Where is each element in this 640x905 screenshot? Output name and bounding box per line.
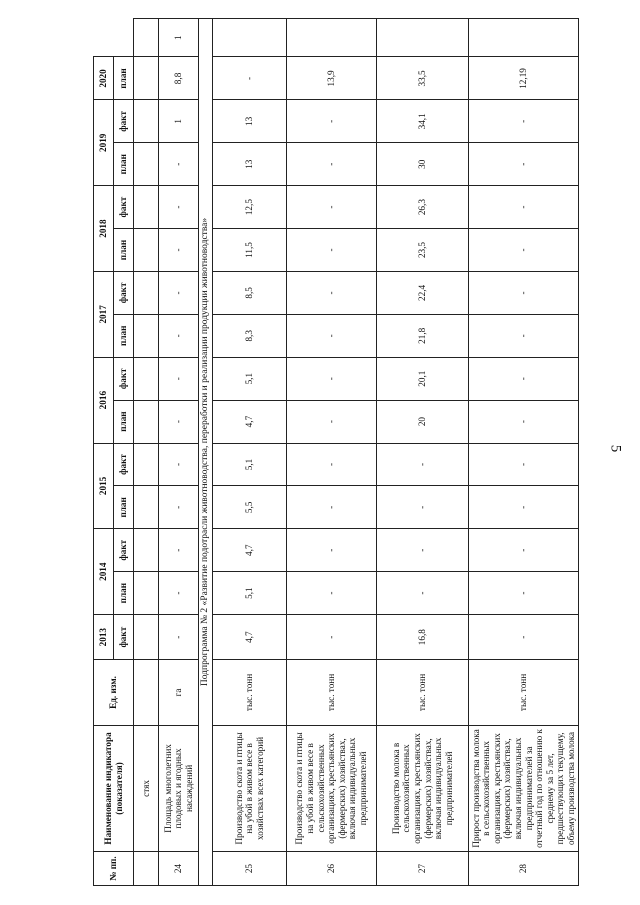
header-year: 2018: [94, 186, 114, 272]
value-cell: 22,4: [377, 271, 469, 314]
cell-empty: [134, 100, 159, 143]
subprogram-title: Подпрограмма № 2 «Развитие подотрасли животноводства, переработки и реализации продукции животноводства»: [199, 19, 213, 886]
value-cell: -: [287, 314, 377, 357]
value-cell: -: [469, 443, 579, 486]
header-year: 2014: [94, 529, 114, 615]
header-plan: план: [114, 400, 134, 443]
value-cell: [287, 19, 377, 58]
value-cell: -: [159, 443, 199, 486]
header-num: № пп.: [94, 852, 134, 886]
value-cell: -: [469, 572, 579, 615]
row-unit: тыс. тонн: [213, 660, 287, 725]
value-cell: 16,8: [377, 615, 469, 660]
header-year: 2013: [94, 615, 114, 660]
value-cell: -: [213, 57, 287, 100]
value-cell: 1: [159, 100, 199, 143]
header-fact: факт: [114, 529, 134, 572]
value-cell: -: [469, 486, 579, 529]
header-fact: факт: [114, 615, 134, 660]
value-cell: -: [469, 100, 579, 143]
cell-empty: [134, 143, 159, 186]
row-unit: тыс. тонн: [469, 660, 579, 725]
value-cell: -: [469, 615, 579, 660]
value-cell: -: [159, 615, 199, 660]
value-cell: 12,19: [469, 57, 579, 100]
row-unit: тыс. тонн: [287, 660, 377, 725]
value-cell: -: [287, 357, 377, 400]
value-cell: 8,5: [213, 271, 287, 314]
row-name: Прирост производства молока в сельскохозяйственных организациях, крестьянских (фермерских) хозяйствах, включая индивидуальных предпринимателей за отчетный год по отношению к среднему за 5 лет, предшествующих текущему, объему производства молока: [469, 725, 579, 851]
value-cell: -: [377, 572, 469, 615]
header-unit: Ед. изм.: [94, 660, 134, 725]
cell-empty: [134, 314, 159, 357]
header-year: 2020: [94, 57, 114, 100]
value-cell: 5,1: [213, 572, 287, 615]
value-cell: -: [287, 229, 377, 272]
cell-empty: [134, 529, 159, 572]
header-plan: план: [114, 143, 134, 186]
cell-empty: [134, 660, 159, 725]
value-cell: -: [159, 314, 199, 357]
value-cell: -: [287, 615, 377, 660]
table-body-24: [159, 19, 199, 886]
value-cell: -: [287, 443, 377, 486]
value-cell: -: [469, 271, 579, 314]
value-cell: 12,5: [213, 186, 287, 229]
value-cell: -: [287, 572, 377, 615]
row-number: 24: [159, 852, 199, 886]
value-cell: 20: [377, 400, 469, 443]
header-plan: план: [114, 57, 134, 100]
value-cell: 5,1: [213, 443, 287, 486]
value-cell: -: [159, 486, 199, 529]
value-cell: 30: [377, 143, 469, 186]
value-cell: -: [159, 229, 199, 272]
cell-empty: [134, 400, 159, 443]
table-row: [377, 19, 469, 886]
value-cell: 5,1: [213, 357, 287, 400]
value-cell: -: [469, 229, 579, 272]
cell-empty: [134, 572, 159, 615]
value-cell: 8,8: [159, 57, 199, 100]
header-plan: план: [114, 486, 134, 529]
value-cell: -: [469, 357, 579, 400]
value-cell: [377, 19, 469, 58]
header-year: 2015: [94, 443, 114, 529]
row-name: Площадь многолетних плодовых и ягодных насаждений: [159, 725, 199, 851]
value-cell: 5,5: [213, 486, 287, 529]
value-cell: [469, 19, 579, 58]
value-cell: -: [287, 400, 377, 443]
subprogram-row: [199, 19, 213, 886]
value-cell: -: [159, 357, 199, 400]
header-row-years: [94, 19, 114, 886]
cell-empty: [134, 186, 159, 229]
row-unit: тыс. тонн: [377, 660, 469, 725]
value-cell: -: [469, 143, 579, 186]
header-fact: факт: [114, 357, 134, 400]
value-cell: -: [287, 486, 377, 529]
indicator-table: [93, 18, 579, 886]
table-row: [159, 19, 199, 886]
value-cell: 33,5: [377, 57, 469, 100]
header-year: 2017: [94, 271, 114, 357]
row-number: 26: [287, 852, 377, 886]
value-cell: -: [469, 400, 579, 443]
value-cell: -: [377, 529, 469, 572]
value-cell: -: [159, 400, 199, 443]
table-row: [213, 19, 287, 886]
cell-empty: [134, 19, 159, 58]
cell-empty: [134, 229, 159, 272]
header-year: 2019: [94, 100, 114, 186]
value-cell: -: [377, 443, 469, 486]
value-cell: [213, 19, 287, 58]
row-name: Производство молока в сельскохозяйственных организациях, крестьянских (фермерских) хозяйствах, включая индивидуальных предпринимателей: [377, 725, 469, 851]
value-cell: 34,1: [377, 100, 469, 143]
value-cell: -: [159, 186, 199, 229]
continuation-name: стях: [134, 725, 159, 851]
header-name: Наименование индикатора (показателя): [94, 725, 134, 851]
value-cell: 13,9: [287, 57, 377, 100]
value-cell: -: [287, 529, 377, 572]
header-plan: план: [114, 314, 134, 357]
value-cell: -: [469, 529, 579, 572]
value-cell: 13: [213, 143, 287, 186]
table-body-rest: [213, 19, 579, 886]
row-number: 27: [377, 852, 469, 886]
cell-empty: [134, 486, 159, 529]
header-plan: план: [114, 572, 134, 615]
rotated-table-container: [93, 18, 613, 886]
cell-empty: [134, 357, 159, 400]
continuation-row: [134, 19, 159, 886]
cell-empty: [134, 57, 159, 100]
table-row: [287, 19, 377, 886]
value-cell: 23,5: [377, 229, 469, 272]
value-cell: -: [469, 186, 579, 229]
value-cell: 11,5: [213, 229, 287, 272]
value-cell: -: [469, 314, 579, 357]
row-name: Производство скота и птицы на убой в живом весе в хозяйствах всех категорий: [213, 725, 287, 851]
table-row: [469, 19, 579, 886]
value-cell: -: [159, 529, 199, 572]
value-cell: -: [159, 572, 199, 615]
row-name: Производство скота и птицы на убой в живом весе в сельскохозяйственных организациях, крестьянских (фермерских) хозяйствах, включая индивидуальных предпринимателей: [287, 725, 377, 851]
row-number: 28: [469, 852, 579, 886]
value-cell: 13: [213, 100, 287, 143]
value-cell: -: [159, 271, 199, 314]
cell-empty: [134, 271, 159, 314]
value-cell: -: [287, 143, 377, 186]
value-cell: 8,3: [213, 314, 287, 357]
cell-empty: [134, 443, 159, 486]
value-cell: -: [287, 186, 377, 229]
row-unit: га: [159, 660, 199, 725]
header-year: 2016: [94, 357, 114, 443]
header-fact: факт: [114, 100, 134, 143]
value-cell: 21,8: [377, 314, 469, 357]
header-fact: факт: [114, 271, 134, 314]
value-cell: 4,7: [213, 400, 287, 443]
header-fact: факт: [114, 186, 134, 229]
value-cell: 1: [159, 19, 199, 58]
value-cell: -: [287, 271, 377, 314]
header-plan: план: [114, 229, 134, 272]
value-cell: 4,7: [213, 615, 287, 660]
value-cell: 20,1: [377, 357, 469, 400]
cell-empty: [134, 852, 159, 886]
row-number: 25: [213, 852, 287, 886]
value-cell: -: [159, 143, 199, 186]
value-cell: -: [287, 100, 377, 143]
value-cell: 26,3: [377, 186, 469, 229]
value-cell: 4,7: [213, 529, 287, 572]
header-fact: факт: [114, 443, 134, 486]
page-number: 5: [607, 444, 624, 453]
cell-empty: [134, 615, 159, 660]
value-cell: -: [377, 486, 469, 529]
